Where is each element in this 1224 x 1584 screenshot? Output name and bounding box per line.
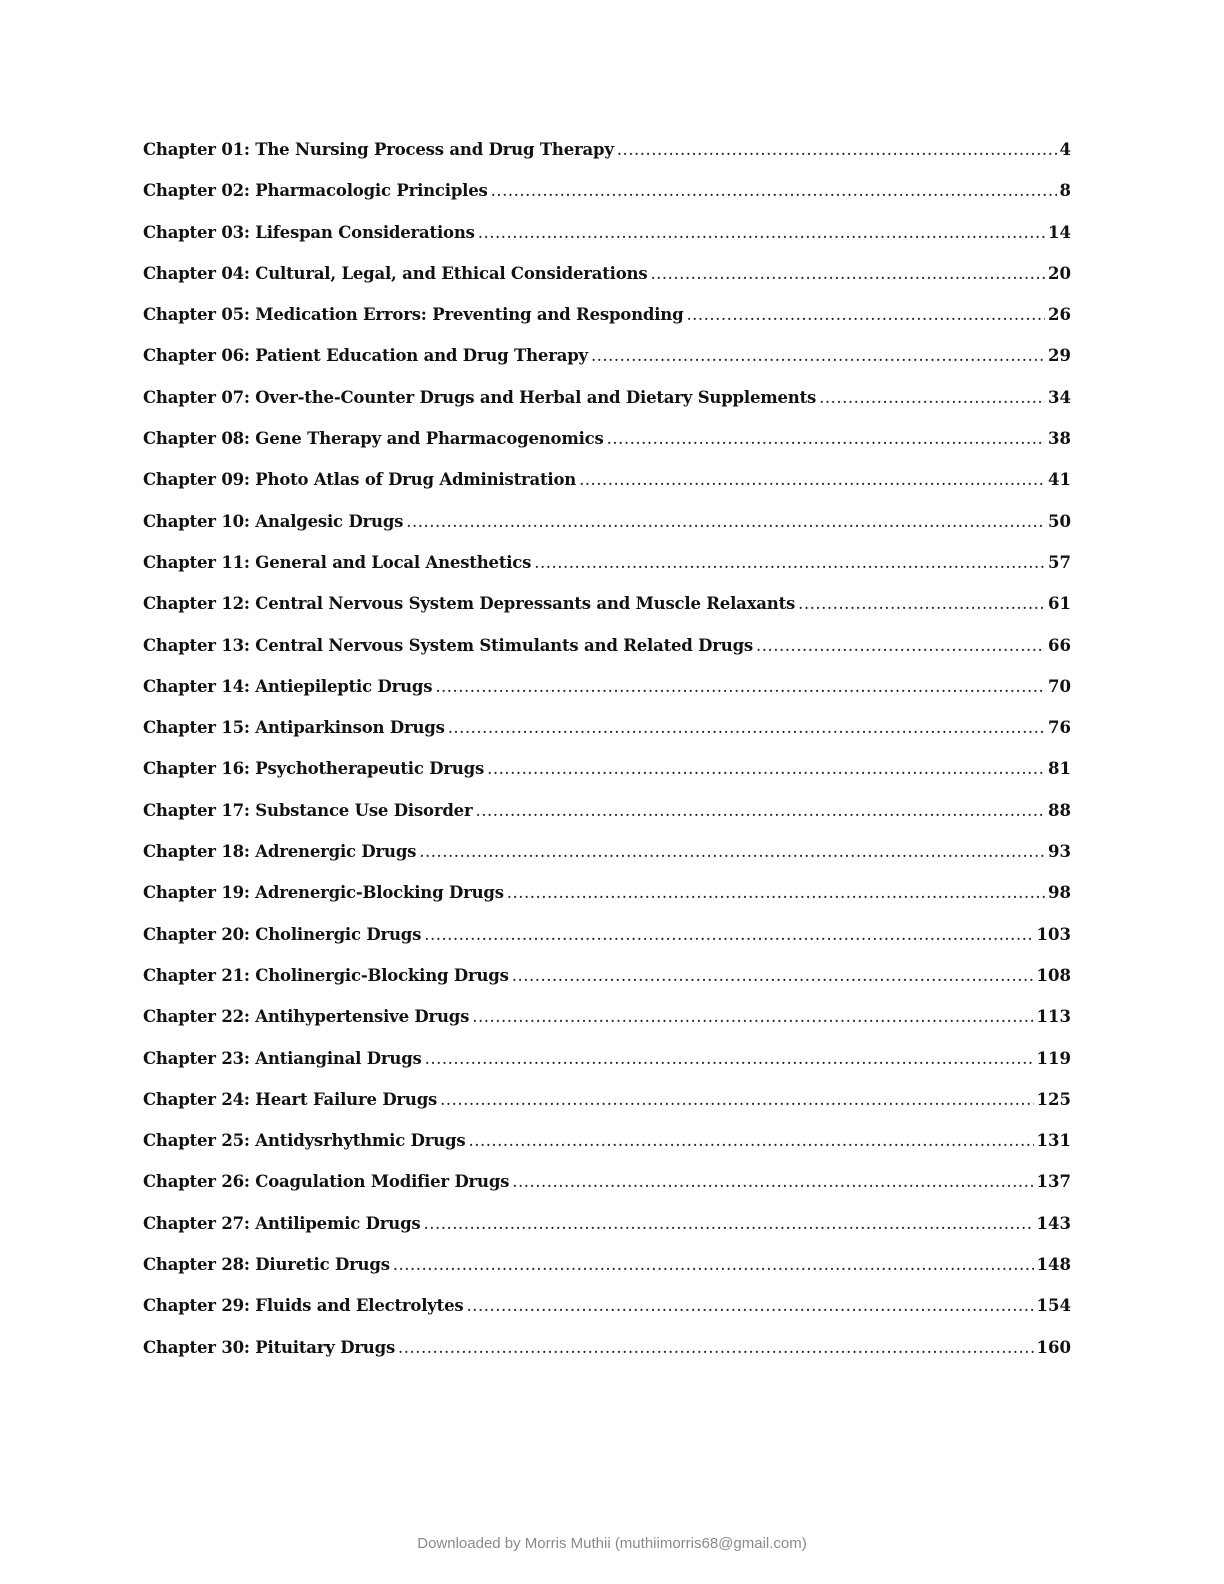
dot-leader <box>607 429 1045 448</box>
toc-entry-title: Chapter 11: General and Local Anesthetics <box>143 552 532 572</box>
toc-entry-page: 57 <box>1048 552 1071 572</box>
toc-entry-page: 131 <box>1036 1131 1071 1151</box>
toc-entry[interactable] <box>143 1007 1071 1048</box>
toc-entry-title: Chapter 30: Pituitary Drugs <box>143 1337 396 1357</box>
toc-entry-title: Chapter 14: Antiepileptic Drugs <box>143 676 433 696</box>
toc-entry-page: 148 <box>1036 1255 1071 1275</box>
toc-entry-title: Chapter 26: Coagulation Modifier Drugs <box>143 1172 510 1192</box>
toc-entry-title: Chapter 08: Gene Therapy and Pharmacogenomics <box>143 429 604 449</box>
toc-entry[interactable] <box>143 1090 1071 1131</box>
toc-entry-title: Chapter 15: Antiparkinson Drugs <box>143 718 445 738</box>
toc-entry-page: 113 <box>1036 1007 1071 1027</box>
toc-entry-title: Chapter 27: Antilipemic Drugs <box>143 1213 421 1233</box>
dot-leader <box>591 346 1045 365</box>
toc-entry-title: Chapter 20: Cholinergic Drugs <box>143 924 422 944</box>
table-of-contents <box>143 140 1071 1379</box>
toc-entry[interactable] <box>143 1049 1071 1090</box>
toc-entry-page: 20 <box>1048 263 1071 283</box>
toc-entry-page: 8 <box>1059 181 1071 201</box>
dot-leader <box>440 1090 1033 1109</box>
toc-entry-title: Chapter 18: Adrenergic Drugs <box>143 842 417 862</box>
dot-leader <box>756 636 1045 655</box>
toc-entry[interactable] <box>143 512 1071 553</box>
toc-entry-title: Chapter 24: Heart Failure Drugs <box>143 1089 438 1109</box>
toc-entry[interactable] <box>143 1338 1071 1379</box>
toc-entry[interactable] <box>143 181 1071 222</box>
toc-entry-page: 103 <box>1036 924 1071 944</box>
toc-entry[interactable] <box>143 966 1071 1007</box>
toc-entry-title: Chapter 04: Cultural, Legal, and Ethical Considerations <box>143 263 648 283</box>
dot-leader <box>512 1172 1033 1191</box>
toc-entry-title: Chapter 02: Pharmacologic Principles <box>143 181 488 201</box>
toc-entry[interactable] <box>143 718 1071 759</box>
toc-entry[interactable] <box>143 1131 1071 1172</box>
toc-entry[interactable] <box>143 1214 1071 1255</box>
toc-entry[interactable] <box>143 553 1071 594</box>
toc-entry-page: 88 <box>1048 800 1071 820</box>
dot-leader <box>425 1049 1034 1068</box>
toc-entry[interactable] <box>143 223 1071 264</box>
toc-entry-page: 14 <box>1048 222 1071 242</box>
toc-entry[interactable] <box>143 346 1071 387</box>
dot-leader <box>819 388 1045 407</box>
dot-leader <box>487 759 1045 778</box>
toc-entry-page: 34 <box>1048 387 1071 407</box>
toc-entry-title: Chapter 19: Adrenergic-Blocking Drugs <box>143 883 504 903</box>
toc-entry-title: Chapter 07: Over-the-Counter Drugs and Herbal and Dietary Supplements <box>143 387 817 407</box>
toc-entry-title: Chapter 16: Psychotherapeutic Drugs <box>143 759 485 779</box>
toc-entry-page: 108 <box>1036 965 1071 985</box>
toc-entry[interactable] <box>143 305 1071 346</box>
toc-entry-page: 119 <box>1036 1048 1071 1068</box>
dot-leader <box>507 883 1045 902</box>
toc-entry-title: Chapter 28: Diuretic Drugs <box>143 1255 390 1275</box>
toc-entry-page: 137 <box>1036 1172 1071 1192</box>
toc-entry-title: Chapter 17: Substance Use Disorder <box>143 800 473 820</box>
toc-entry-page: 4 <box>1059 140 1071 159</box>
dot-leader <box>650 264 1045 283</box>
dot-leader <box>435 677 1045 696</box>
toc-entry-title: Chapter 09: Photo Atlas of Drug Administration <box>143 470 577 490</box>
toc-entry-title: Chapter 06: Patient Education and Drug Therapy <box>143 346 588 366</box>
toc-entry-page: 143 <box>1036 1213 1071 1233</box>
dot-leader <box>424 1214 1034 1233</box>
dot-leader <box>579 470 1045 489</box>
toc-entry[interactable] <box>143 759 1071 800</box>
toc-entry-page: 61 <box>1048 594 1071 614</box>
toc-entry-title: Chapter 12: Central Nervous System Depressants and Muscle Relaxants <box>143 594 796 614</box>
toc-entry-title: Chapter 21: Cholinergic-Blocking Drugs <box>143 965 509 985</box>
toc-entry-page: 76 <box>1048 718 1071 738</box>
toc-entry-page: 154 <box>1036 1296 1071 1316</box>
dot-leader <box>686 305 1045 324</box>
toc-entry-page: 98 <box>1048 883 1071 903</box>
toc-entry-page: 29 <box>1048 346 1071 366</box>
dot-leader <box>419 842 1045 861</box>
toc-entry-page: 81 <box>1048 759 1071 779</box>
toc-entry-page: 41 <box>1048 470 1071 490</box>
dot-leader <box>468 1131 1033 1150</box>
toc-entry-title: Chapter 13: Central Nervous System Stimulants and Related Drugs <box>143 635 754 655</box>
dot-leader <box>512 966 1034 985</box>
toc-entry[interactable] <box>143 140 1071 181</box>
toc-entry-title: Chapter 23: Antianginal Drugs <box>143 1048 422 1068</box>
dot-leader <box>491 181 1057 200</box>
dot-leader <box>472 1007 1033 1026</box>
toc-entry[interactable] <box>143 1255 1071 1296</box>
toc-entry-page: 50 <box>1048 511 1071 531</box>
toc-entry[interactable] <box>143 925 1071 966</box>
toc-entry[interactable] <box>143 388 1071 429</box>
dot-leader <box>393 1255 1034 1274</box>
toc-entry-title: Chapter 10: Analgesic Drugs <box>143 511 404 531</box>
toc-entry-page: 66 <box>1048 635 1071 655</box>
download-footer: Downloaded by Morris Muthii (muthiimorris68@gmail.com) <box>417 1535 807 1552</box>
dot-leader <box>798 594 1045 613</box>
toc-entry-page: 38 <box>1048 429 1071 449</box>
toc-entry-page: 160 <box>1036 1337 1071 1357</box>
toc-entry[interactable] <box>143 801 1071 842</box>
toc-entry[interactable] <box>143 883 1071 924</box>
toc-entry[interactable] <box>143 677 1071 718</box>
toc-entry[interactable] <box>143 1172 1071 1213</box>
toc-entry[interactable] <box>143 594 1071 635</box>
dot-leader <box>475 801 1045 820</box>
toc-entry-page: 93 <box>1048 842 1071 862</box>
toc-entry-title: Chapter 05: Medication Errors: Preventing and Responding <box>143 305 684 325</box>
toc-entry[interactable] <box>143 470 1071 511</box>
toc-entry-page: 125 <box>1036 1089 1071 1109</box>
dot-leader <box>448 718 1045 737</box>
toc-entry-title: Chapter 22: Antihypertensive Drugs <box>143 1007 470 1027</box>
dot-leader <box>406 512 1045 531</box>
toc-entry-title: Chapter 03: Lifespan Considerations <box>143 222 475 242</box>
toc-entry[interactable] <box>143 429 1071 470</box>
toc-entry[interactable] <box>143 1296 1071 1337</box>
toc-entry-page: 70 <box>1048 676 1071 696</box>
dot-leader <box>478 223 1045 242</box>
toc-entry[interactable] <box>143 842 1071 883</box>
toc-entry[interactable] <box>143 264 1071 305</box>
dot-leader <box>466 1296 1033 1315</box>
toc-entry-page: 26 <box>1048 305 1071 325</box>
dot-leader <box>424 925 1033 944</box>
toc-entry-title: Chapter 25: Antidysrhythmic Drugs <box>143 1131 466 1151</box>
toc-entry[interactable] <box>143 636 1071 677</box>
dot-leader <box>398 1338 1034 1357</box>
toc-entry-title: Chapter 01: The Nursing Process and Drug Therapy <box>143 140 614 159</box>
toc-entry-title: Chapter 29: Fluids and Electrolytes <box>143 1296 464 1316</box>
dot-leader <box>617 140 1057 159</box>
dot-leader <box>534 553 1045 572</box>
